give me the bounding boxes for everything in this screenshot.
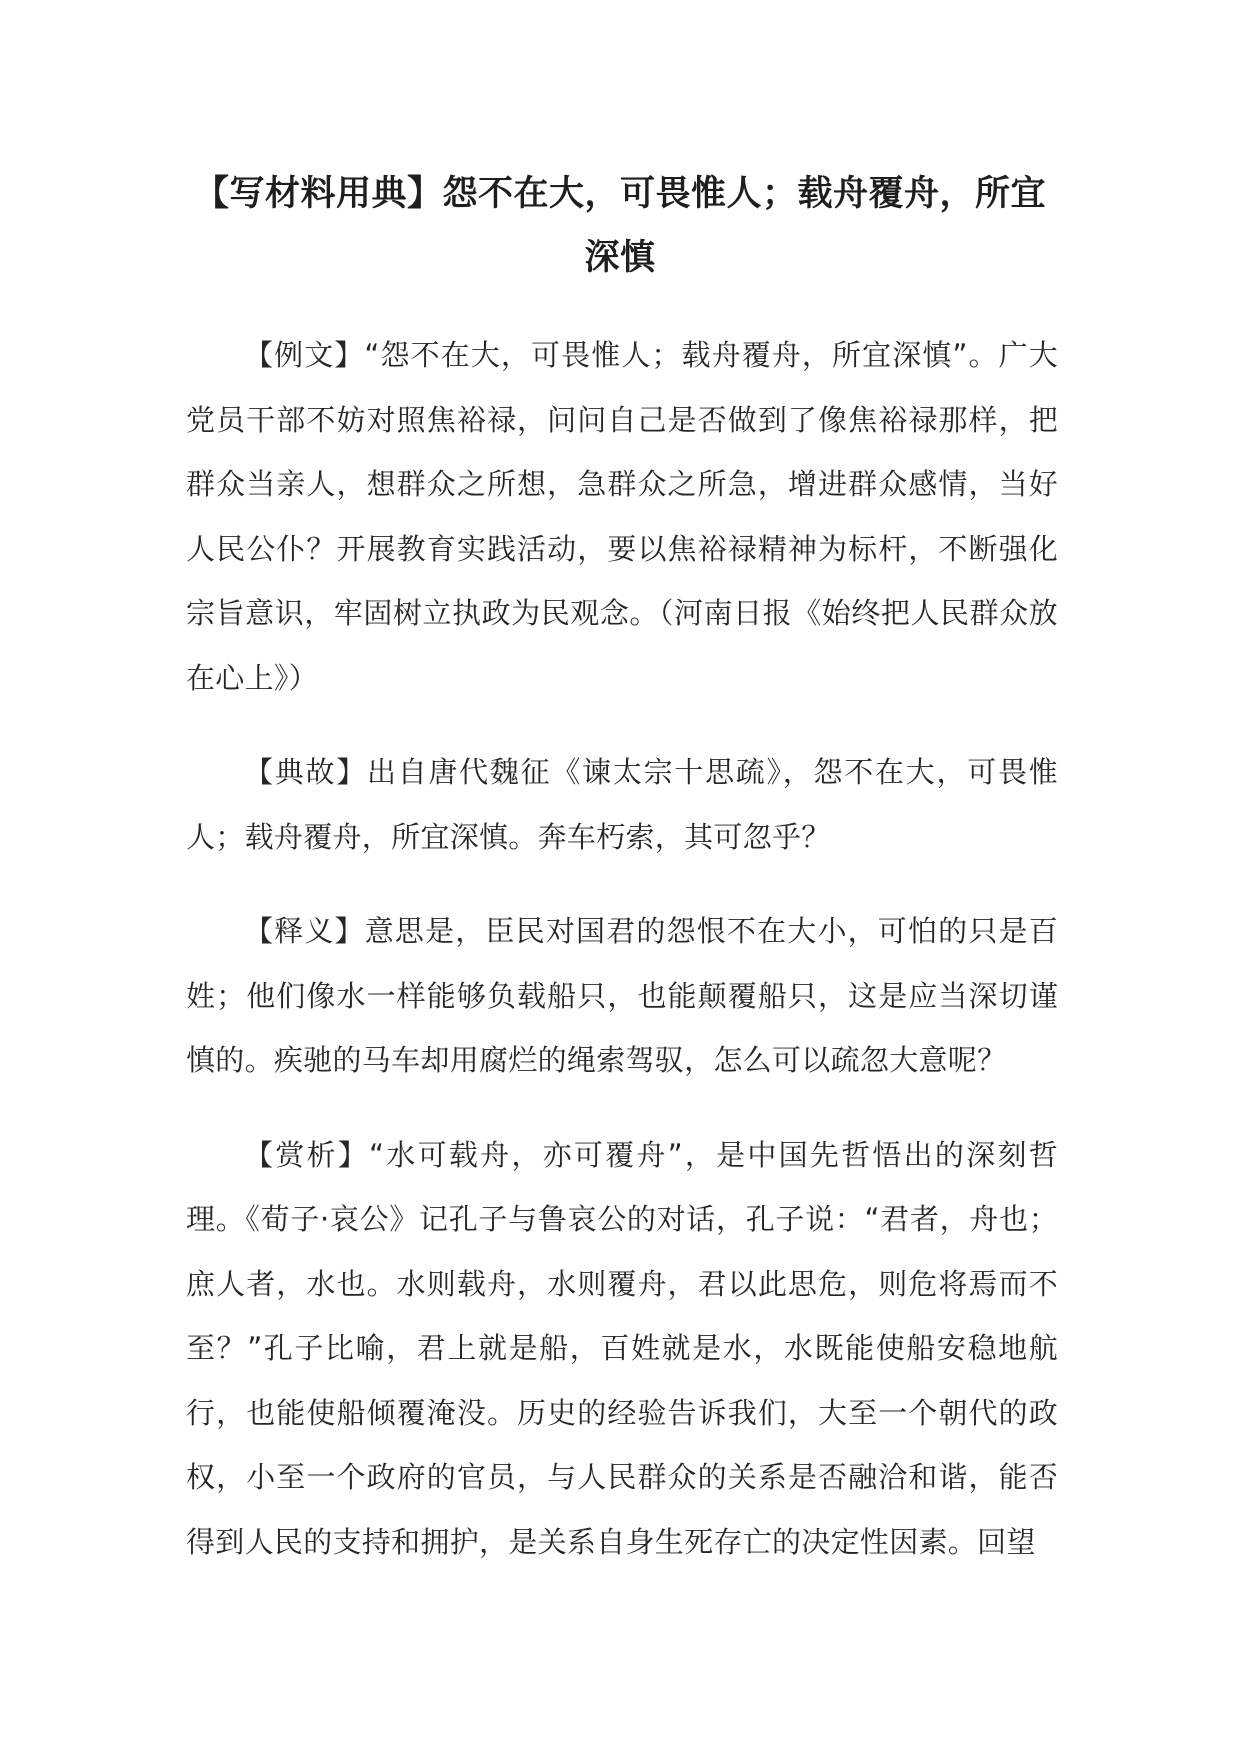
section-label-meaning: 【释义】 <box>244 914 365 948</box>
document-body <box>186 323 1058 1604</box>
paragraph-appreciation <box>186 1123 1058 1575</box>
paragraph-text-appreciation: “水可载舟，亦可覆舟”，是中国先哲悟出的深刻哲理。《荀子·哀公》记孔子与鲁哀公的对话，孔子说：“君者，舟也；庶人者，水也。水则载舟，水则覆舟，君以此思危，则危将焉而不至？”孔子比喻，君上就是船，百姓就是水，水既能使船安稳地航行，也能使船倾覆淹没。历史的经验告诉我们，大至一个朝代的政权，小至一个政府的官员，与人民群众的关系是否融洽和谐，能否得到人民的支持和拥护，是关系自身生死存亡的决定性因素。回望 <box>186 1137 1059 1559</box>
paragraph-text-meaning: 意思是，臣民对国君的怨恨不在大小，可怕的只是百姓；他们像水一样能够负载船只，也能颠覆船只，这是应当深切谨慎的。疾驰的马车却用腐烂的绳索驾驭，怎么可以疏忽大意呢？ <box>186 914 1059 1077</box>
paragraph-text-example: “怨不在大，可畏惟人；载舟覆舟，所宜深慎”。广大党员干部不妨对照焦裕禄，问问自己是否做到了像焦裕禄那样，把群众当亲人，想群众之所想，急群众之所急，增进群众感情，当好人民公仆？开展教育实践活动，要以焦裕禄精神为标杆，不断强化宗旨意识，牢固树立执政为民观念。（河南日报《始终把人民群众放在心上》） <box>186 338 1059 695</box>
paragraph-allusion <box>186 740 1058 869</box>
paragraph-example <box>186 323 1058 710</box>
paragraph-meaning <box>186 899 1058 1093</box>
section-label-example: 【例文】 <box>244 338 365 372</box>
document-title: 【写材料用典】怨不在大，可畏惟人；载舟覆舟，所宜深慎 <box>193 174 1046 278</box>
paragraph-text-allusion: 出自唐代魏征《谏太宗十思疏》，怨不在大，可畏惟人；载舟覆舟，所宜深慎。奔车朽索，其可忽乎？ <box>186 755 1058 854</box>
section-label-appreciation: 【赏析】 <box>244 1137 370 1172</box>
section-label-allusion: 【典故】 <box>244 755 367 789</box>
